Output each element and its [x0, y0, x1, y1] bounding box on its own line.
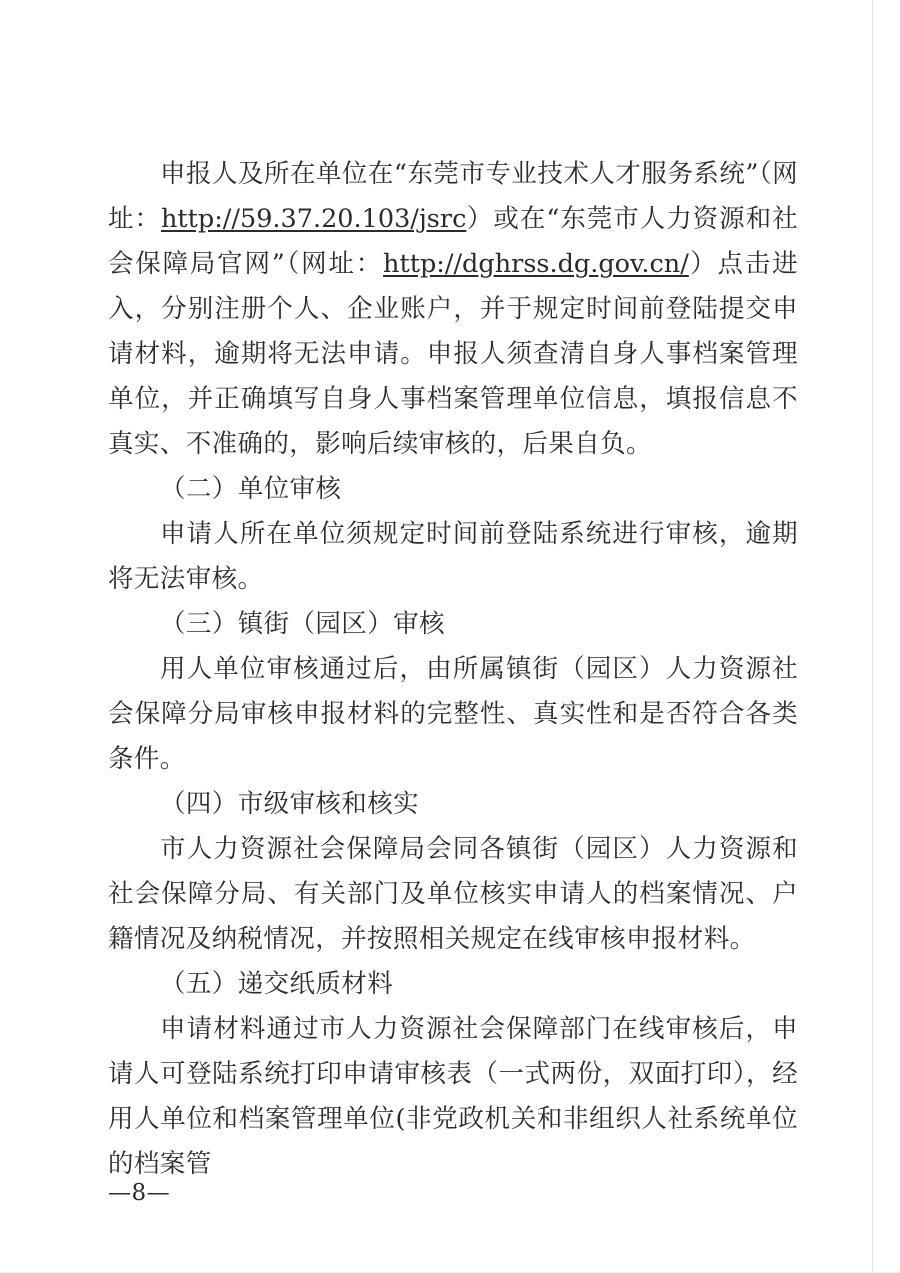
paragraph-text-run: 申请人所在单位须规定时间前登陆系统进行审核，逾期将无法审核。: [108, 519, 798, 594]
body-paragraph: [108, 647, 798, 782]
document-body: [108, 152, 798, 1187]
body-paragraph: [108, 1007, 798, 1187]
inline-url-link[interactable]: http://dghrss.dg.gov.cn/: [383, 249, 689, 279]
inline-url-link[interactable]: http://59.37.20.103/jsrc: [160, 204, 467, 234]
section-heading: [108, 782, 798, 827]
section-heading-text: （二）单位审核: [160, 474, 342, 504]
section-heading: [108, 467, 798, 512]
section-heading: [108, 602, 798, 647]
body-paragraph: [108, 827, 798, 962]
body-paragraph: [108, 152, 798, 467]
paragraph-text-run: 市人力资源社会保障局会同各镇街（园区）人力资源和社会保障分局、有关部门及单位核实申请人的档案情况、户籍情况及纳税情况，并按照相关规定在线审核申报材料。: [108, 834, 798, 954]
paragraph-text-run: 申报人及所在单位在“东莞市专业技术人才服务系统”（网址：: [108, 159, 798, 234]
section-heading-text: （四）市级审核和核实: [160, 789, 420, 819]
scan-edge-right: [872, 0, 873, 1273]
page-number-footer: —8—: [108, 1180, 171, 1206]
section-heading-text: （五）递交纸质材料: [160, 969, 394, 999]
section-heading-text: （三）镇街（园区）审核: [160, 609, 445, 639]
paragraph-text-run: ）或在“东莞市人力资源和社会保障局官网”（网址：: [108, 204, 798, 279]
section-heading: [108, 962, 798, 1007]
paragraph-text-run: 用人单位审核通过后，由所属镇街（园区）人力资源社会保障分局审核申报材料的完整性、真实性和是否符合各类条件。: [108, 654, 798, 774]
body-paragraph: [108, 512, 798, 602]
paragraph-text-run: ）点击进入，分别注册个人、企业账户，并于规定时间前登陆提交申请材料，逾期将无法申请。申报人须查清自身人事档案管理单位，并正确填写自身人事档案管理单位信息，填报信息不真实、不准确的，影响后续审核的，后果自负。: [108, 249, 798, 459]
paragraph-text-run: 申请材料通过市人力资源社会保障部门在线审核后，申请人可登陆系统打印申请审核表（一式两份，双面打印），经用人单位和档案管理单位(非党政机关和非组织人社系统单位的档案管: [108, 1014, 798, 1179]
